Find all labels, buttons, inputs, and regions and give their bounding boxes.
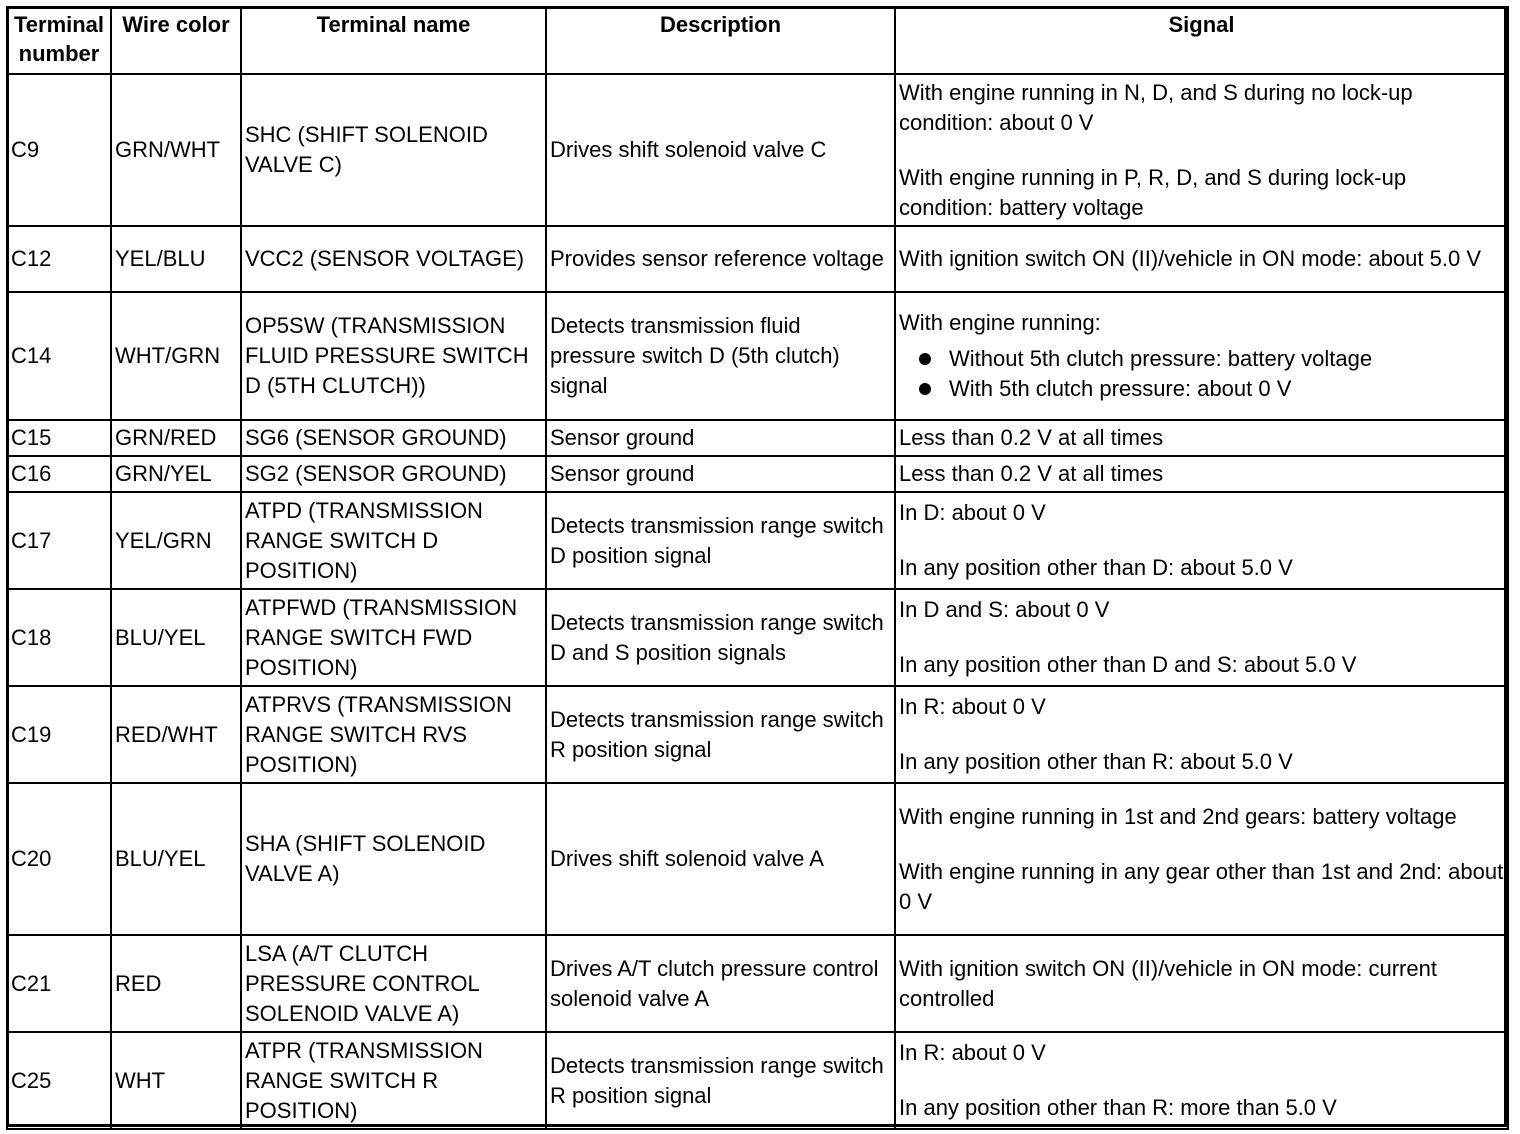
cell-description: Sensor ground [546, 456, 895, 492]
signal-spacer [899, 832, 1504, 857]
signal-line: In D: about 0 V [899, 500, 1046, 525]
cell-terminal-number: C15 [7, 420, 111, 456]
signal-line: With engine running: [899, 310, 1101, 335]
signal-bullet-list [899, 344, 1504, 404]
cell-terminal-number: C14 [7, 292, 111, 420]
table-row [7, 456, 1508, 492]
signal-line: With engine running in 1st and 2nd gears: battery voltage [899, 803, 1457, 829]
cell-terminal-name: LSA (A/T CLUTCH PRESSURE CONTROL SOLENOID VALVE A) [241, 935, 546, 1032]
signal-spacer [899, 625, 1504, 650]
signal-line: With engine running in N, D, and S during no lock-up condition: about 0 V [899, 79, 1413, 135]
table-row [7, 1032, 1508, 1129]
cell-terminal-name: ATPR (TRANSMISSION RANGE SWITCH R POSITION) [241, 1032, 546, 1129]
signal-bullet-item: With 5th clutch pressure: about 0 V [917, 374, 1504, 404]
signal-line: In R: about 0 V [899, 694, 1046, 719]
signal-spacer [899, 138, 1504, 163]
cell-description: Drives A/T clutch pressure control solenoid valve A [546, 935, 895, 1032]
cell-terminal-name: OP5SW (TRANSMISSION FLUID PRESSURE SWITCH D (5TH CLUTCH)) [241, 292, 546, 420]
cell-description: Detects transmission fluid pressure switch D (5th clutch) signal [546, 292, 895, 420]
cell-terminal-number: C17 [7, 492, 111, 589]
pinout-table [6, 6, 1509, 1130]
table-row [7, 589, 1508, 686]
cell-terminal-name: SG6 (SENSOR GROUND) [241, 420, 546, 456]
cell-wire-color: RED/WHT [111, 686, 241, 783]
cell-terminal-number: C16 [7, 456, 111, 492]
header-row [7, 7, 1508, 74]
signal-line: In R: about 0 V [899, 1040, 1046, 1065]
cell-wire-color: WHT [111, 1032, 241, 1129]
cell-terminal-number: C12 [7, 226, 111, 292]
signal-line: Less than 0.2 V at all times [899, 425, 1164, 450]
cell-signal [895, 686, 1508, 783]
cell-signal [895, 456, 1508, 492]
cell-signal [895, 783, 1508, 935]
table-row [7, 935, 1508, 1032]
table-body [7, 74, 1508, 1129]
cell-terminal-number: C18 [7, 589, 111, 686]
cell-description: Detects transmission range switch D position signal [546, 492, 895, 589]
cell-signal [895, 292, 1508, 420]
cell-wire-color: BLU/YEL [111, 589, 241, 686]
table-row [7, 292, 1508, 420]
cell-terminal-number: C9 [7, 74, 111, 226]
cell-signal [895, 420, 1508, 456]
signal-line: In any position other than R: about 5.0 V [899, 749, 1293, 774]
table-row [7, 420, 1508, 456]
cell-terminal-name: SG2 (SENSOR GROUND) [241, 456, 546, 492]
cell-terminal-number: C21 [7, 935, 111, 1032]
cell-signal [895, 226, 1508, 292]
signal-line: With ignition switch ON (II)/vehicle in ON mode: current controlled [899, 955, 1437, 1011]
signal-line: In any position other than D and S: about 5.0 V [899, 652, 1357, 677]
header-wire-color: Wire color [111, 7, 241, 74]
cell-wire-color: WHT/GRN [111, 292, 241, 420]
cell-terminal-name: ATPFWD (TRANSMISSION RANGE SWITCH FWD POSITION) [241, 589, 546, 686]
signal-spacer [899, 722, 1504, 747]
cell-description: Provides sensor reference voltage [546, 226, 895, 292]
header-description: Description [546, 7, 895, 74]
signal-line: Less than 0.2 V at all times [899, 461, 1164, 486]
signal-spacer [899, 528, 1504, 553]
signal-line: With engine running in any gear other than 1st and 2nd: about 0 V [899, 858, 1504, 914]
cell-wire-color: RED [111, 935, 241, 1032]
cell-signal [895, 492, 1508, 589]
cell-wire-color: YEL/GRN [111, 492, 241, 589]
signal-spacer [899, 1068, 1504, 1093]
cell-signal [895, 1032, 1508, 1129]
cell-terminal-name: SHC (SHIFT SOLENOID VALVE C) [241, 74, 546, 226]
cell-signal [895, 589, 1508, 686]
signal-line: In D and S: about 0 V [899, 597, 1110, 622]
cell-terminal-number: C20 [7, 783, 111, 935]
cell-wire-color: YEL/BLU [111, 226, 241, 292]
cell-terminal-name: ATPD (TRANSMISSION RANGE SWITCH D POSITION) [241, 492, 546, 589]
table-row [7, 74, 1508, 226]
signal-line: In any position other than R: more than 5.0 V [899, 1095, 1337, 1120]
signal-line: In any position other than D: about 5.0 V [899, 555, 1293, 580]
cell-wire-color: GRN/YEL [111, 456, 241, 492]
table-row [7, 226, 1508, 292]
cell-signal [895, 74, 1508, 226]
signal-bullet-item: Without 5th clutch pressure: battery voltage [917, 344, 1504, 374]
table-row [7, 686, 1508, 783]
cell-description: Detects transmission range switch R position signal [546, 1032, 895, 1129]
cell-terminal-name: ATPRVS (TRANSMISSION RANGE SWITCH RVS POSITION) [241, 686, 546, 783]
table-row [7, 783, 1508, 935]
cell-description: Sensor ground [546, 420, 895, 456]
cell-wire-color: BLU/YEL [111, 783, 241, 935]
cell-signal [895, 935, 1508, 1032]
header-terminal-number: Terminal number [7, 7, 111, 74]
cell-description: Drives shift solenoid valve A [546, 783, 895, 935]
table-row [7, 492, 1508, 589]
cell-wire-color: GRN/RED [111, 420, 241, 456]
cell-description: Detects transmission range switch D and S position signals [546, 589, 895, 686]
cell-terminal-number: C19 [7, 686, 111, 783]
signal-line: With ignition switch ON (II)/vehicle in ON mode: about 5.0 V [899, 246, 1482, 271]
cell-terminal-name: SHA (SHIFT SOLENOID VALVE A) [241, 783, 546, 935]
table-header [7, 7, 1508, 74]
header-signal: Signal [895, 7, 1508, 74]
cell-description: Detects transmission range switch R position signal [546, 686, 895, 783]
cell-terminal-name: VCC2 (SENSOR VOLTAGE) [241, 226, 546, 292]
header-terminal-name: Terminal name [241, 7, 546, 74]
signal-line: With engine running in P, R, D, and S during lock-up condition: battery voltage [899, 164, 1407, 220]
cell-description: Drives shift solenoid valve C [546, 74, 895, 226]
cell-wire-color: GRN/WHT [111, 74, 241, 226]
cell-terminal-number: C25 [7, 1032, 111, 1129]
